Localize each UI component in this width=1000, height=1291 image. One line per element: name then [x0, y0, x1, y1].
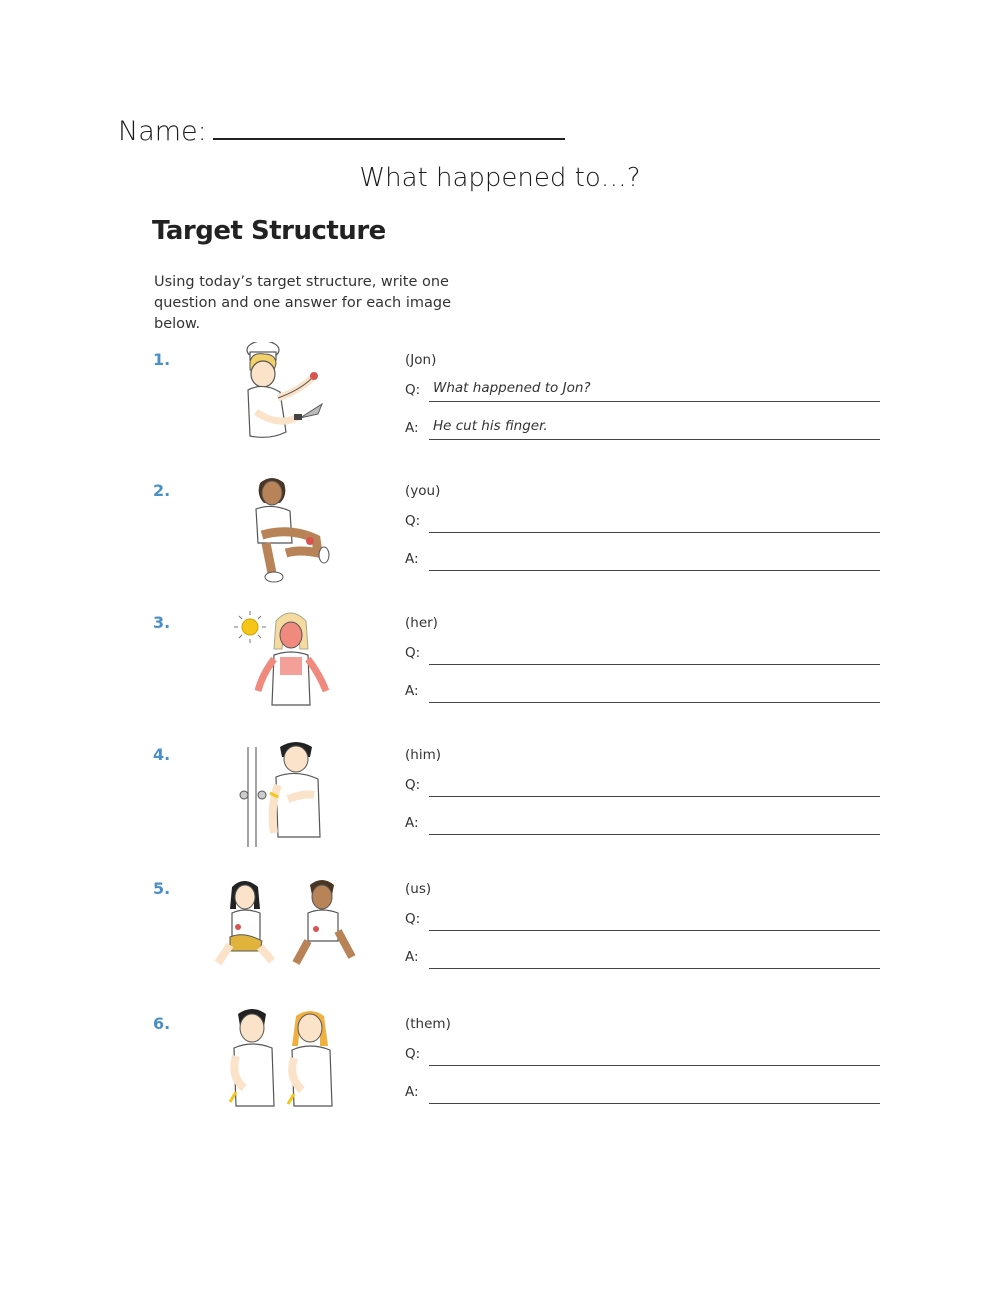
q-label: Q:: [405, 1046, 421, 1062]
pronoun-cue: (you): [405, 483, 441, 499]
a-label: A:: [405, 815, 419, 831]
write-line[interactable]: [429, 401, 880, 402]
exercise-item-1: [0, 350, 1000, 470]
write-line[interactable]: [429, 439, 880, 440]
write-line[interactable]: [429, 1065, 880, 1066]
pronoun-cue: (him): [405, 747, 441, 763]
exercise-item-6: [0, 1014, 1000, 1134]
q-label: Q:: [405, 911, 421, 927]
answer-line[interactable]: [405, 947, 880, 969]
answer-line[interactable]: [405, 813, 880, 835]
a-label: A:: [405, 683, 419, 699]
a-label: A:: [405, 1084, 419, 1100]
a-label: A:: [405, 420, 419, 436]
a-label: A:: [405, 949, 419, 965]
question-line[interactable]: [405, 511, 880, 533]
answer-line[interactable]: [405, 1082, 880, 1104]
pronoun-cue: (them): [405, 1016, 451, 1032]
answer-text: He cut his finger.: [433, 418, 548, 434]
q-label: Q:: [405, 777, 421, 793]
pronoun-cue: (us): [405, 881, 432, 897]
two-people-hurt-legs-illustration: [200, 871, 370, 983]
q-label: Q:: [405, 382, 421, 398]
write-line[interactable]: [429, 570, 880, 571]
question-line[interactable]: [405, 1044, 880, 1066]
write-line[interactable]: [429, 968, 880, 969]
man-hit-elbow-door-illustration: [200, 737, 370, 849]
pronoun-cue: (Jon): [405, 352, 437, 368]
name-blank-line[interactable]: [213, 116, 565, 140]
item-number: 5.: [153, 879, 171, 898]
two-people-stomach-ache-illustration: [200, 1006, 370, 1118]
exercise-item-5: [0, 879, 1000, 999]
q-label: Q:: [405, 513, 421, 529]
item-number: 2.: [153, 481, 171, 500]
a-label: A:: [405, 551, 419, 567]
instructions: Using today’s target structure, write one question and one answer for each image below.: [154, 274, 452, 332]
exercise-item-2: [0, 481, 1000, 601]
question-line[interactable]: [405, 909, 880, 931]
question-text: What happened to Jon?: [433, 380, 591, 396]
write-line[interactable]: [429, 930, 880, 931]
item-number: 3.: [153, 613, 171, 632]
name-field[interactable]: [118, 116, 565, 147]
answer-line[interactable]: [405, 549, 880, 571]
write-line[interactable]: [429, 834, 880, 835]
write-line[interactable]: [429, 664, 880, 665]
exercise-item-3: [0, 613, 1000, 733]
person-scraped-knee-illustration: [200, 473, 370, 585]
write-line[interactable]: [429, 1103, 880, 1104]
answer-line[interactable]: [405, 418, 880, 440]
chef-cut-finger-illustration: [200, 342, 370, 454]
section-heading: Target Structure: [152, 216, 386, 246]
question-line[interactable]: [405, 643, 880, 665]
item-number: 6.: [153, 1014, 171, 1033]
q-label: Q:: [405, 645, 421, 661]
name-label: Name:: [118, 116, 207, 147]
answer-line[interactable]: [405, 681, 880, 703]
write-line[interactable]: [429, 796, 880, 797]
write-line[interactable]: [429, 532, 880, 533]
question-answer-line[interactable]: [405, 380, 880, 402]
woman-sunburn-illustration: [200, 605, 370, 717]
item-number: 1.: [153, 350, 171, 369]
exercise-item-4: [0, 745, 1000, 865]
worksheet-title: What happened to…?: [359, 163, 641, 193]
question-line[interactable]: [405, 775, 880, 797]
write-line[interactable]: [429, 702, 880, 703]
item-number: 4.: [153, 745, 171, 764]
pronoun-cue: (her): [405, 615, 438, 631]
